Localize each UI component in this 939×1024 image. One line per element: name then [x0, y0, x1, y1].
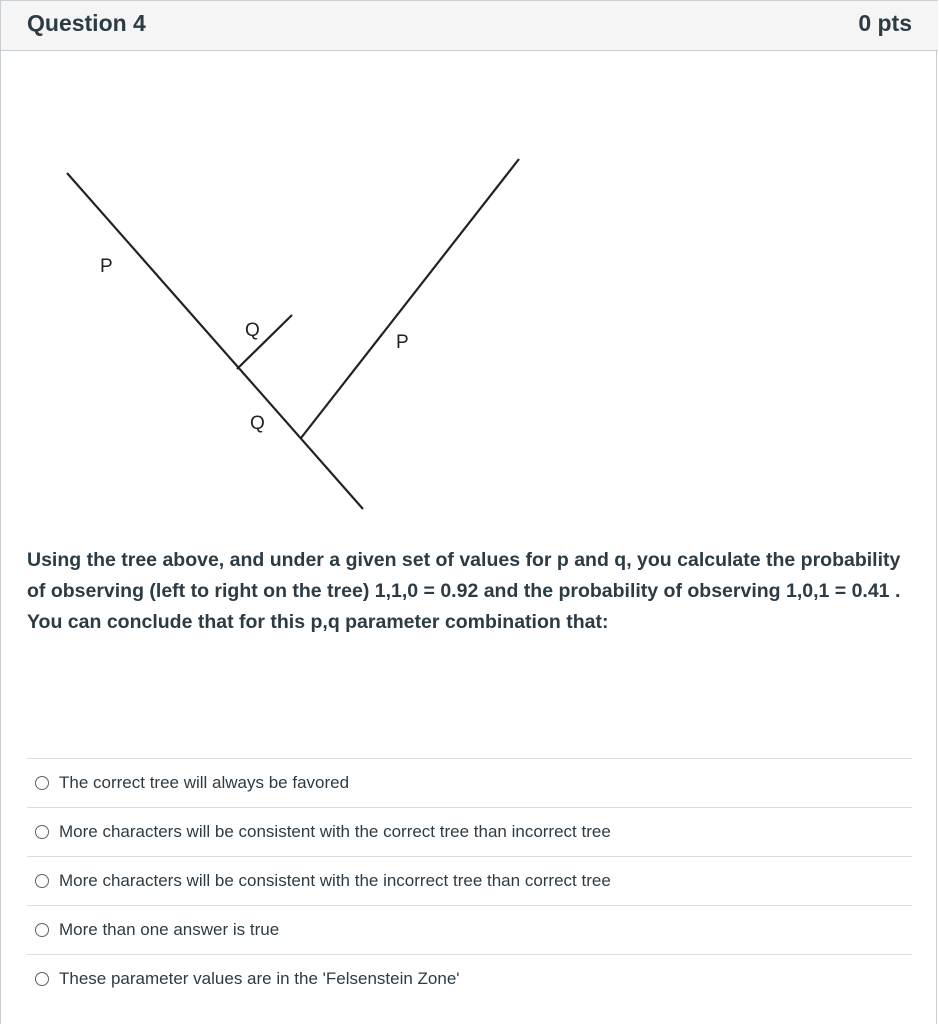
- radio-button[interactable]: [35, 874, 49, 888]
- question-header: [1, 0, 938, 51]
- question-prompt: Using the tree above, and under a given set of values for p and q, you calculate the probability of observing (left to right on the tree) 1,1,0 = 0.92 and the probability of observing 1,0,1 = 0.41 . You can conclude that for this p,q parameter combination that:: [27, 549, 901, 633]
- radio-button[interactable]: [35, 776, 49, 790]
- label-upper-q: Q: [245, 320, 260, 341]
- tree-branch-right-p: [301, 159, 519, 438]
- label-internal-q: Q: [250, 413, 265, 434]
- question-title: Question 4: [27, 10, 146, 36]
- tree-branch-left-main: [67, 173, 363, 509]
- phylogenetic-tree-figure: [1, 51, 938, 521]
- radio-button[interactable]: [35, 923, 49, 937]
- answer-option[interactable]: [27, 857, 912, 906]
- answer-option[interactable]: [27, 906, 912, 955]
- answer-label[interactable]: More characters will be consistent with the incorrect tree than correct tree: [59, 871, 611, 890]
- answer-option[interactable]: [27, 955, 912, 1003]
- answer-option[interactable]: [27, 808, 912, 857]
- radio-button[interactable]: [35, 972, 49, 986]
- answer-label[interactable]: The correct tree will always be favored: [59, 773, 350, 792]
- label-right-p: P: [396, 332, 409, 353]
- question-points: 0 pts: [858, 10, 912, 36]
- answer-option[interactable]: [27, 759, 912, 808]
- label-left-p: P: [100, 256, 113, 277]
- answer-label[interactable]: More than one answer is true: [59, 920, 280, 939]
- answer-list: [27, 758, 912, 1003]
- answer-label[interactable]: More characters will be consistent with the correct tree than incorrect tree: [59, 822, 611, 841]
- answer-label[interactable]: These parameter values are in the 'Felsenstein Zone': [59, 969, 460, 988]
- radio-button[interactable]: [35, 825, 49, 839]
